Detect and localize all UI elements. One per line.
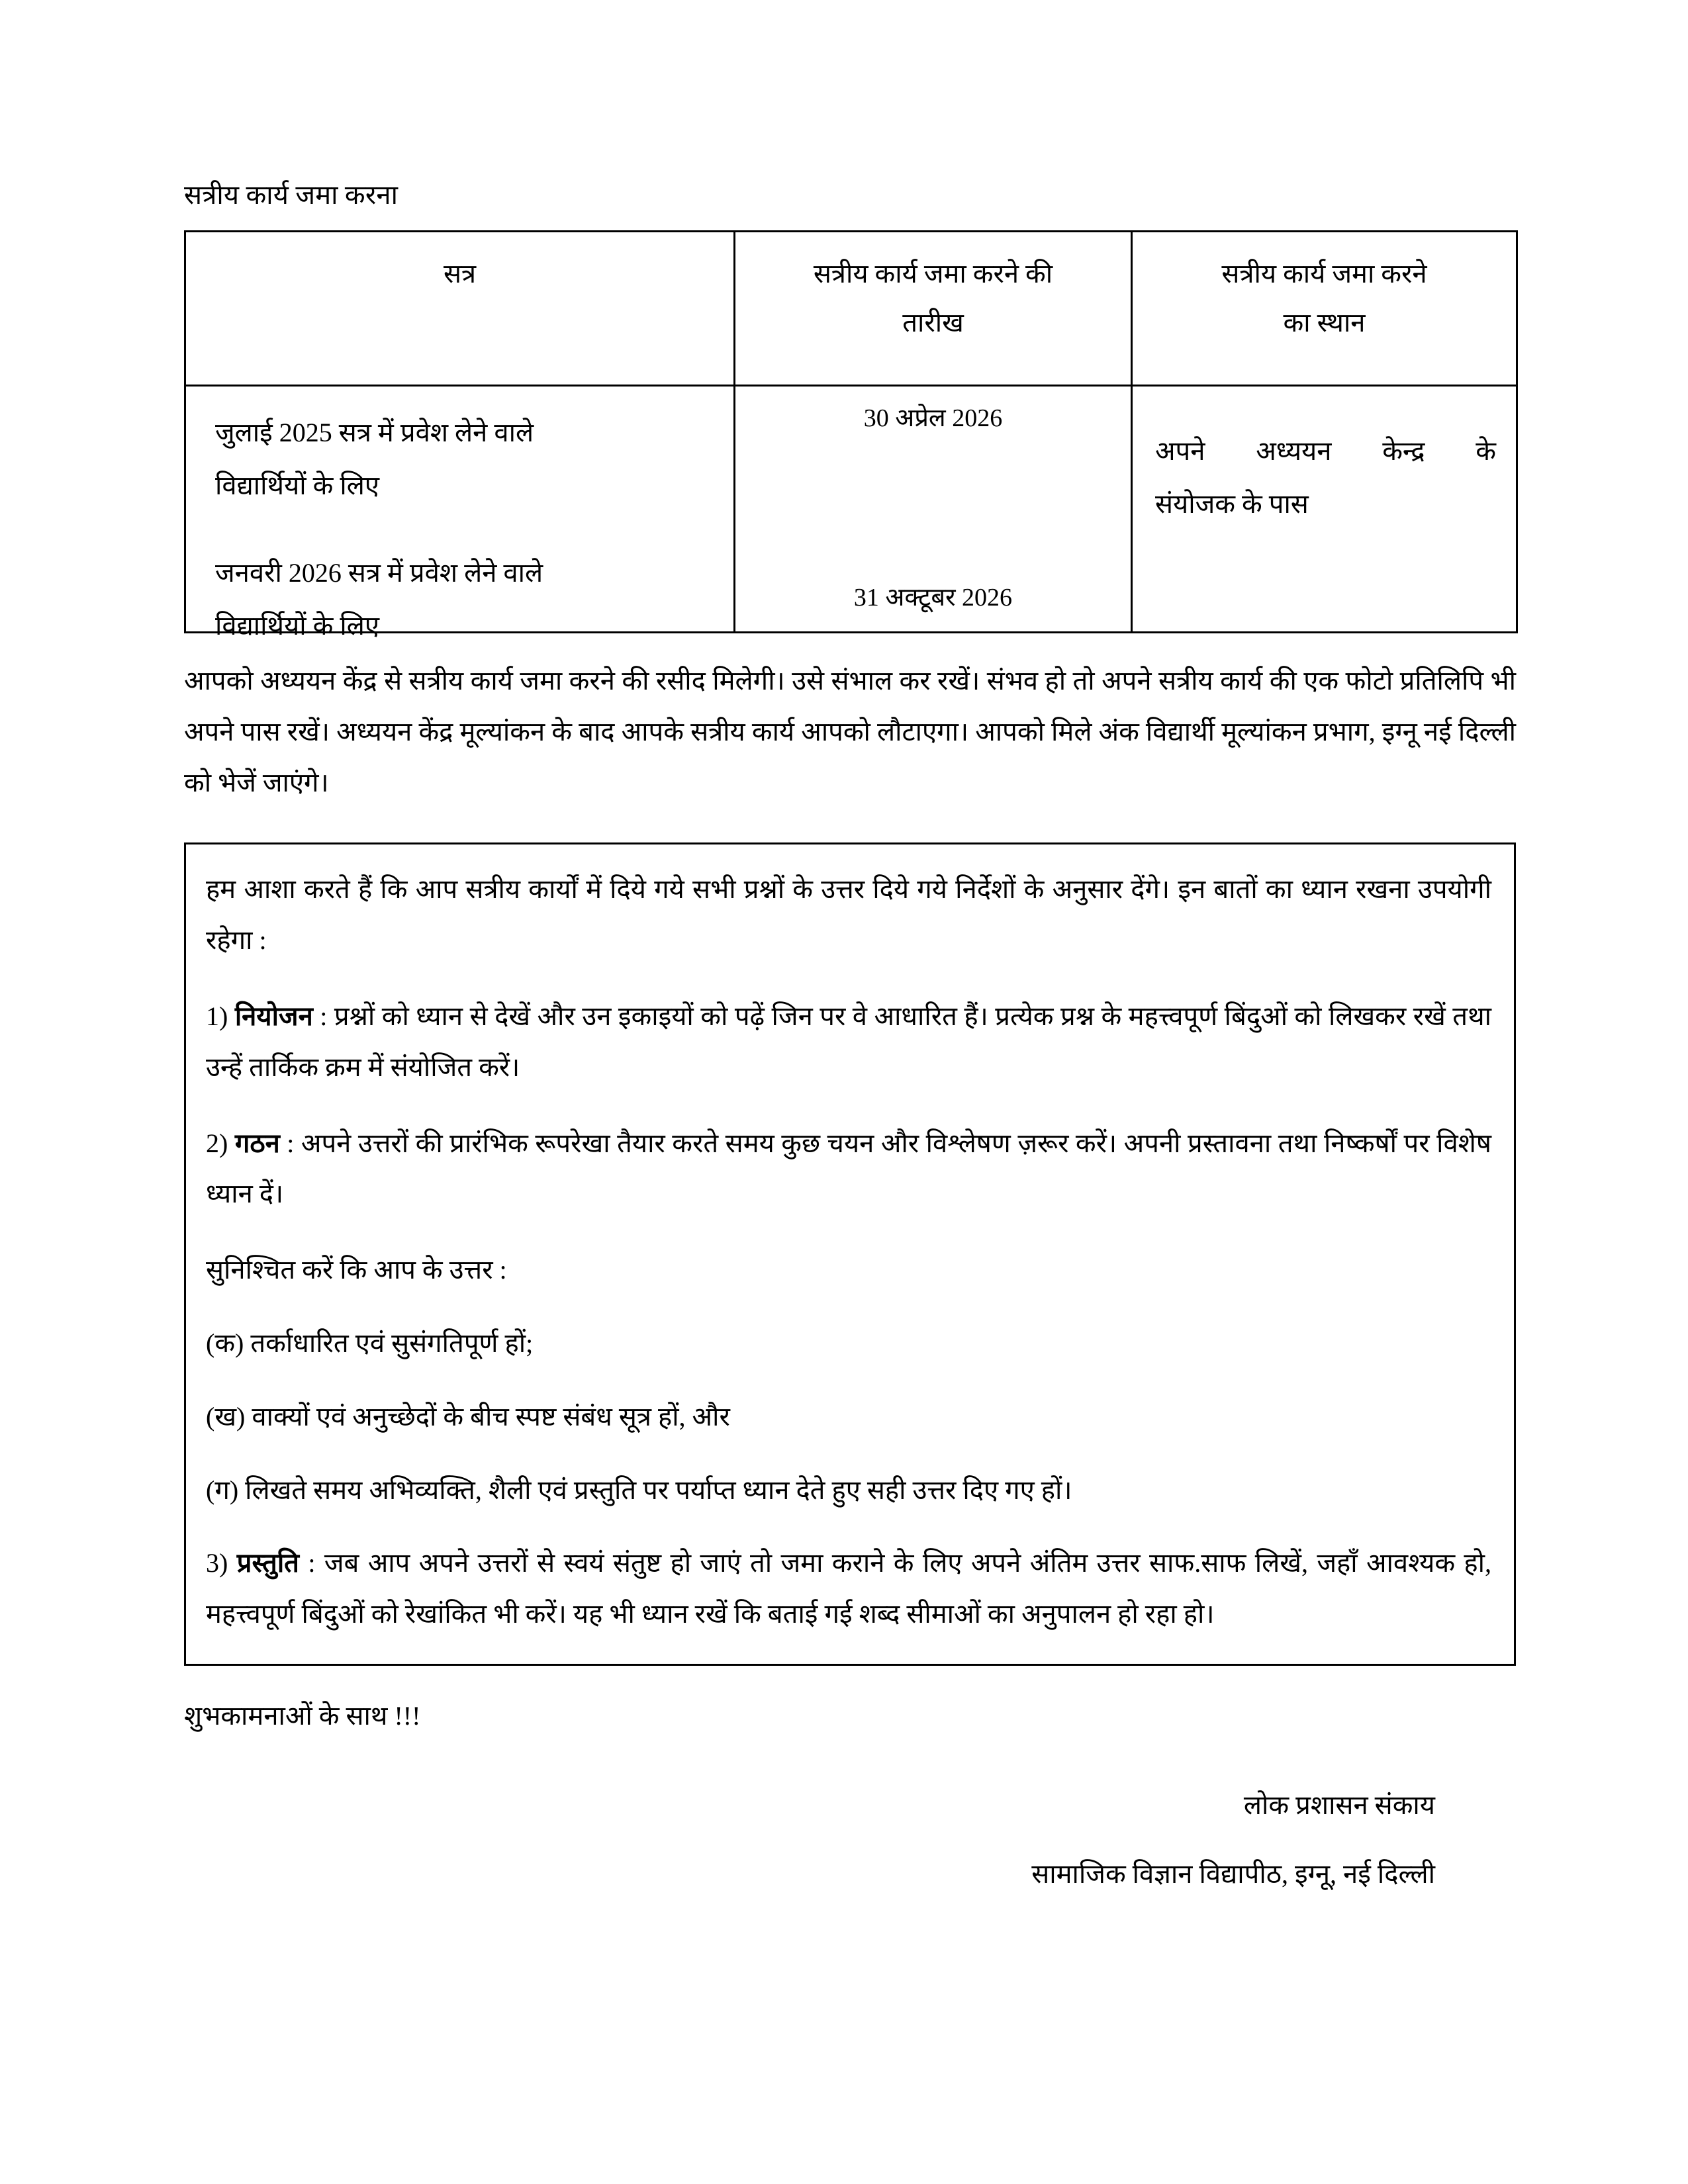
place-stack — [1133, 387, 1516, 631]
session-1-line1: जुलाई 2025 सत्र में प्रवेश लेने वाले — [215, 418, 534, 447]
instruction-item-1 — [206, 991, 1491, 1093]
sub-item-a: (क) तर्काधारित एवं सुसंगतिपूर्ण हों; — [206, 1328, 534, 1358]
item-1-text: : प्रश्नों को ध्यान से देखें और उन इकाइयों को पढ़ें जिन पर वे आधारित हैं। प्रत्येक प्रश्न के महत्त्वपूर्ण बिंदुओं को लिखकर रखें तथा उन्हें तार्किक क्रम में संयोजित करें। — [206, 1001, 1492, 1082]
signoff-block — [184, 1785, 1516, 1895]
header-date-line2: तारीख — [902, 308, 964, 338]
session-1-line2: विद्यार्थियों के लिए — [215, 471, 379, 500]
submission-date-july-session: 30 अप्रेल 2026 — [863, 404, 1003, 432]
header-cell-session — [185, 232, 735, 386]
item-3-number: 3) — [206, 1548, 228, 1578]
item-3-text: : जब आप अपने उत्तरों से स्वयं संतुष्ट हो जाएं तो जमा कराने के लिए अपने अंतिम उत्तर साफ.साफ लिखें, जहाँ आवश्यक हो, महत्त्वपूर्ण बिंदुओं को रेखांकित भी करें। यह भी ध्यान रखें कि बताई गई शब्द सीमाओं का अनुपालन हो रहा हो। — [206, 1548, 1492, 1629]
cell-place — [1132, 386, 1517, 633]
header-place-line1: सत्रीय कार्य जमा करने — [1221, 259, 1427, 289]
instruction-item-3 — [206, 1538, 1491, 1640]
submission-date-january-session: 31 अक्टूबर 2026 — [853, 583, 1013, 612]
assignment-submission-table — [184, 230, 1518, 641]
header-place-line2: का स्थान — [1283, 308, 1366, 338]
place-line2: संयोजक के पास — [1155, 489, 1309, 519]
header-cell-place — [1132, 232, 1517, 386]
instruction-item-2 — [206, 1118, 1491, 1220]
item-1-label: नियोजन — [234, 1001, 313, 1031]
receipt-paragraph-block — [184, 656, 1516, 808]
cell-sessions — [185, 386, 735, 641]
cell-dates — [735, 386, 1132, 633]
header-date-line1: सत्रीय कार्य जमा करने की — [813, 259, 1053, 289]
ensure-answers-line: सुनिश्चित करें कि आप के उत्तर : — [206, 1255, 507, 1285]
receipt-paragraph: आपको अध्ययन केंद्र से सत्रीय कार्य जमा करने की रसीद मिलेगी। उसे संभाल कर रखें। संभव हो तो अपने सत्रीय कार्य की एक फोटो प्रतिलिपि भी अपने पास रखें। अध्ययन केंद्र मूल्यांकन के बाद आपके सत्रीय कार्य आपको लौटाएगा। आपको मिले अंक विद्यार्थी मूल्यांकन प्रभाग, इग्नू नई दिल्ली को भेजें जाएंगे। — [184, 666, 1516, 797]
item-1-number: 1) — [206, 1001, 228, 1031]
faculty-name: लोक प्रशासन संकाय — [1243, 1790, 1435, 1820]
page-content — [184, 177, 1516, 1895]
item-2-text: : अपने उत्तरों की प्रारंभिक रूपरेखा तैयार करते समय कुछ चयन और विश्लेषण ज़रूर करें। अपनी प्रस्तावना तथा निष्कर्षों पर विशेष ध्यान दें। — [206, 1128, 1492, 1209]
session-2-line2: विद्यार्थियों के लिए — [215, 611, 379, 641]
place-line1: अपने अध्ययन केन्द्र के — [1155, 436, 1496, 466]
school-name: सामाजिक विज्ञान विद्यापीठ, इग्नू, नई दिल्ली — [1031, 1858, 1435, 1889]
table-row — [185, 386, 1517, 633]
section-heading: सत्रीय कार्य जमा करना — [184, 180, 399, 210]
table-header-row — [185, 232, 1517, 386]
best-wishes-line: शुभकामनाओं के साथ !!! — [184, 1700, 421, 1731]
instructions-intro: हम आशा करते हैं कि आप सत्रीय कार्यों में दिये गये सभी प्रश्नों के उत्तर दिये गये निर्देशों के अनुसार देंगे। इन बातों का ध्यान रखना उपयोगी रहेगा : — [206, 874, 1491, 956]
instructions-box — [184, 842, 1516, 1666]
header-date-label — [735, 232, 1131, 385]
item-3-label: प्रस्तुति — [236, 1548, 299, 1578]
sub-item-c: (ग) लिखते समय अभिव्यक्ति, शैली एवं प्रस्तुति पर पर्याप्त ध्यान देते हुए सही उत्तर दिए गए हों। — [206, 1475, 1072, 1505]
dates-stack — [735, 387, 1131, 631]
session-2-line1: जनवरी 2026 सत्र में प्रवेश लेने वाले — [215, 558, 543, 588]
sessions-spacer — [215, 512, 711, 547]
header-place-label — [1133, 232, 1516, 385]
sessions-stack — [186, 387, 733, 641]
header-cell-date — [735, 232, 1132, 386]
item-2-label: गठन — [234, 1128, 280, 1158]
header-session-label: सत्र — [443, 259, 477, 289]
item-2-number: 2) — [206, 1128, 228, 1158]
sub-item-b: (ख) वाक्यों एवं अनुच्छेदों के बीच स्पष्ट संबंध सूत्र हों, और — [206, 1401, 730, 1432]
